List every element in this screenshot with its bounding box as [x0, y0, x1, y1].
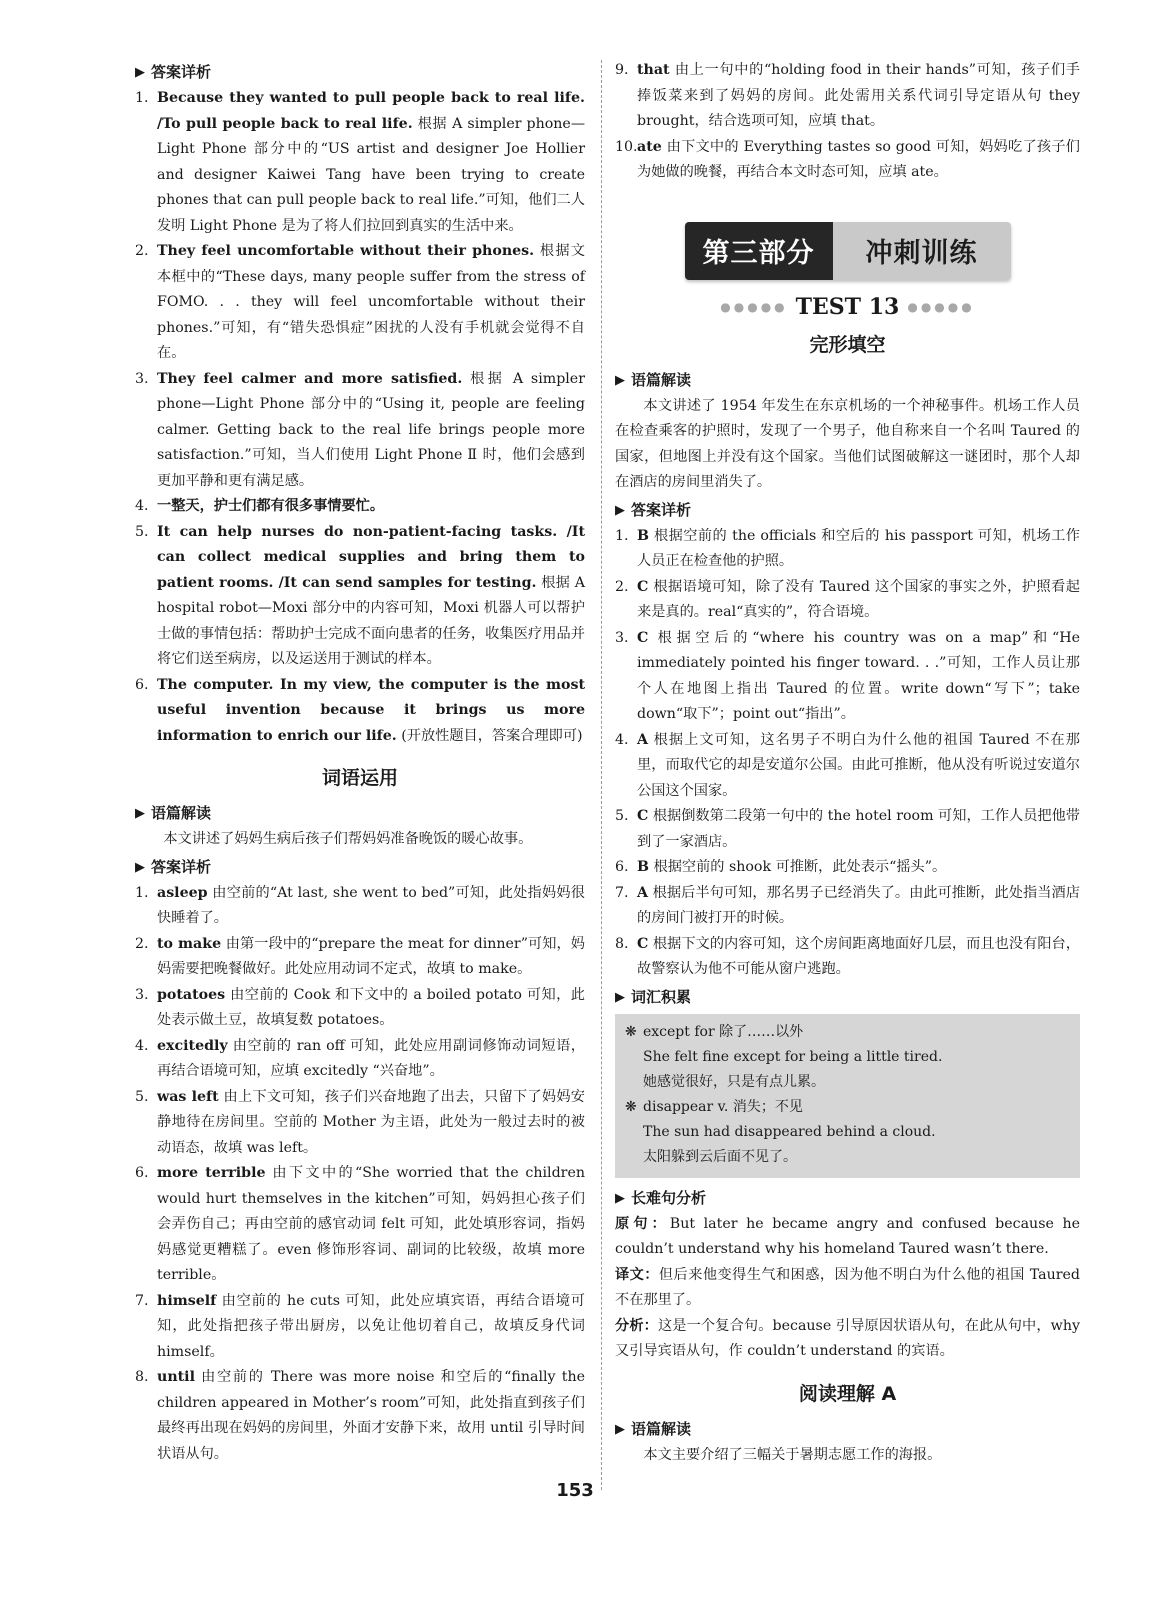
answer-item	[615, 58, 1080, 135]
answer-explanation: 由空前的“At last, she went to bed”可知，此处指妈妈很快睡着了。	[157, 884, 585, 926]
answer-key: was left	[157, 1088, 219, 1105]
item-number: 1.	[135, 884, 149, 901]
passage-summary: 本文主要介绍了三幅关于暑期志愿工作的海报。	[643, 1446, 942, 1463]
sentence-translation: 译文：但后来他变得生气和困惑，因为他不明白为什么他的祖国 Taured 不在那里了。	[615, 1266, 1080, 1308]
answer-key: that	[637, 62, 670, 78]
answer-key: C	[637, 578, 649, 595]
banner-title: 冲刺训练	[833, 222, 1011, 280]
answer-key: 一整天，护士们都有很多事情要忙。	[157, 498, 385, 514]
decorative-dots-icon: ●●●●●	[720, 299, 788, 314]
item-number: 5.	[615, 808, 629, 824]
answer-item	[135, 86, 585, 239]
left-column	[135, 58, 585, 1467]
item-body	[157, 367, 585, 495]
answer-item	[135, 1034, 585, 1085]
answer-list-cloze	[615, 524, 1080, 983]
answer-key: C	[637, 629, 649, 646]
item-number: 2.	[615, 578, 629, 595]
answer-explanation: 由空前的 he cuts 可知，此处应填宾语，再结合语境可知，此处指把孩子带出厨房，以免让他切着自己，故填反身代词 himself。	[157, 1292, 585, 1360]
answer-explanation: 由上下文可知，孩子们兴奋地跑了出去，只留下了妈妈安静地待在房间里。空前的 Mother 为主语，此处为一般过去时的被动语态，故填 was left。	[157, 1088, 585, 1156]
item-number: 7.	[615, 884, 629, 901]
arrow-marker-icon: ▶	[135, 65, 145, 80]
arrow-marker-icon: ▶	[135, 806, 145, 821]
item-body	[637, 58, 1080, 135]
answer-item	[135, 1161, 585, 1289]
answer-list-reading	[135, 86, 585, 749]
decorative-dots-icon: ●●●●●	[907, 299, 975, 314]
answer-key: potatoes	[157, 986, 226, 1003]
item-number: 8.	[615, 935, 629, 952]
answer-key: C	[637, 808, 649, 824]
passage-analysis-header: ▶ 语篇解读	[615, 1417, 1080, 1442]
item-body	[157, 673, 585, 750]
asterisk-icon: ❋	[625, 1098, 637, 1115]
item-body	[157, 239, 585, 367]
answer-explanation: 由上一句中的“holding food in their hands”可知，孩子们手捧饭菜来到了妈妈的房间。此处需用关系代词引导定语从句 they brought，结合选项可知，应填 that。	[637, 62, 1080, 129]
answer-key: C	[637, 935, 649, 952]
item-number: 3.	[135, 370, 149, 387]
arrow-marker-icon: ▶	[135, 859, 145, 875]
item-body	[637, 135, 1080, 186]
item-body	[637, 881, 1080, 932]
answer-explanation: 由下文中的 Everything tastes so good 可知，妈妈吃了孩子们为她做的晚餐，再结合本文时态可知，应填 ate。	[637, 138, 1080, 180]
vocabulary-box	[615, 1014, 1080, 1178]
section-title-word-usage: 词语运用	[321, 767, 398, 789]
answer-item	[135, 367, 585, 495]
answer-explanation: 根据文本框中的“These days, many people suffer from the stress of FOMO. . . they will feel uncomfortable without their phones.”可知，有“错失恐惧症”困扰的人没有手机就会觉得不自在。	[157, 243, 585, 361]
item-body	[157, 1365, 585, 1467]
answer-key: ate	[637, 138, 662, 155]
answer-item	[135, 1365, 585, 1467]
answer-key: more terrible	[157, 1165, 266, 1181]
answer-explanation: 根据 A simpler phone—Light Phone 部分中的“Using it, people are feeling calmer. Getting back to the real life brings people more satisfaction.”可知，当人们使用 Light Phone Ⅱ 时，他们会感到更加平静和更有满足感。	[157, 370, 585, 489]
item-number: 9.	[615, 62, 629, 78]
answer-item	[615, 575, 1080, 626]
arrow-marker-icon: ▶	[615, 372, 625, 388]
arrow-marker-icon: ▶	[615, 502, 625, 518]
answer-key: asleep	[157, 884, 208, 901]
arrow-marker-icon: ▶	[615, 1421, 625, 1437]
answer-details-header: ▶ 答案详析	[615, 498, 1080, 523]
answer-explanation: 由空前的 Cook 和下文中的 a boiled potato 可知，此处表示做土豆，故填复数 potatoes。	[157, 986, 585, 1028]
answer-explanation: 由第一段中的“prepare the meat for dinner”可知，妈妈需要把晚餐做好。此处应用动词不定式，故填 to make。	[157, 935, 585, 977]
item-number: 1.	[135, 90, 149, 106]
original-sentence: 原句：But later he became angry and confused because he couldn’t understand why his homeland Taured wasn’t there.	[615, 1215, 1080, 1257]
answer-item	[135, 494, 585, 520]
answer-key: Because they wanted to pull people back to real life. /To pull people back to real life.	[157, 90, 585, 132]
answer-explanation: 根据上文可知，这名男子不明白为什么他的祖国 Taured 不在那里，而取代它的却是安道尔公国。由此可推断，他从没有听说过安道尔公国这个国家。	[637, 731, 1080, 799]
answer-key: It can help nurses do non-patient-facing tasks. /It can collect medical supplies and bring them to patient rooms. /It can send samples for testing.	[157, 523, 585, 591]
answer-explanation: 根据空前的 the officials 和空后的 his passport 可知，机场工作人员正在检查他的护照。	[637, 527, 1080, 569]
item-body	[157, 1085, 585, 1162]
item-body	[157, 86, 585, 239]
item-body	[637, 728, 1080, 805]
item-number: 7.	[135, 1292, 149, 1309]
item-number: 5.	[135, 523, 149, 540]
item-body	[157, 881, 585, 932]
answer-item	[135, 1289, 585, 1366]
item-body	[637, 575, 1080, 626]
item-number: 6.	[615, 859, 629, 875]
answer-item	[135, 881, 585, 932]
answer-item	[615, 135, 1080, 186]
long-sentence-header: ▶ 长难句分析	[615, 1186, 1080, 1211]
item-number: 6.	[135, 1165, 149, 1181]
item-body	[637, 626, 1080, 728]
vocab-translation: 太阳躲到云后面不见了。	[643, 1148, 797, 1165]
test-heading: ●●●●● TEST 13 ●●●●●	[720, 293, 975, 320]
arrow-marker-icon: ▶	[615, 1190, 625, 1206]
answer-explanation: 根据下文的内容可知，这个房间距离地面好几层，而且也没有阳台，故警察认为他不可能从窗户逃跑。	[637, 935, 1080, 977]
answer-item	[135, 520, 585, 673]
banner-part-label: 第三部分	[685, 222, 833, 280]
arrow-marker-icon: ▶	[615, 989, 625, 1005]
page-number: 153	[556, 1480, 594, 1501]
answer-explanation: 根据 A hospital robot—Moxi 部分中的内容可知，Moxi 机器人可以帮护士做的事情包括：帮助护士完成不面向患者的任务，收集医疗用品并将它们送至病房，以及运送用于测试的样本。	[157, 574, 585, 667]
item-body	[637, 804, 1080, 855]
item-number: 1.	[615, 527, 629, 544]
item-number: 4.	[135, 498, 149, 514]
vocab-example: The sun had disappeared behind a cloud.	[643, 1123, 936, 1140]
answer-key: They feel uncomfortable without their phones.	[157, 243, 535, 259]
passage-analysis-header: ▶ 语篇解读	[615, 368, 1080, 393]
answer-key: A	[637, 884, 649, 901]
answer-item	[615, 524, 1080, 575]
item-body	[157, 1034, 585, 1085]
passage-summary: 本文讲述了妈妈生病后孩子们帮妈妈准备晚饭的暖心故事。	[163, 831, 533, 847]
answer-explanation: 根据空前的 shook 可推断，此处表示“摇头”。	[653, 859, 947, 875]
answer-item	[615, 881, 1080, 932]
answer-item	[135, 932, 585, 983]
item-body	[157, 494, 585, 520]
answer-explanation: 由空前的 ran off 可知，此处应用副词修饰动词短语，再结合语境可知，应填 excitedly “兴奋地”。	[157, 1037, 585, 1079]
item-number: 2.	[135, 243, 149, 259]
item-number: 4.	[615, 731, 629, 748]
item-body	[157, 1289, 585, 1366]
item-body	[637, 524, 1080, 575]
answer-item	[615, 855, 1080, 881]
answer-explanation: (开放性题目，答案合理即可)	[401, 727, 583, 744]
item-body	[637, 855, 1080, 881]
answer-explanation: 由下文中的“She worried that the children would hurt themselves in the kitchen”可知，妈妈担心孩子们会弄伤自己；再由空前的感官动词 felt 可知，此处填形容词，指妈妈感觉更糟糕了。even 修饰形容词、副词的比较级，故填 more terrible。	[157, 1165, 585, 1283]
answer-item	[135, 239, 585, 367]
item-number: 2.	[135, 935, 149, 952]
answer-key: to make	[157, 935, 222, 952]
answer-item	[615, 932, 1080, 983]
item-number: 10.	[615, 138, 638, 155]
answer-key: B	[637, 527, 649, 544]
item-number: 4.	[135, 1037, 149, 1054]
item-number: 5.	[135, 1088, 149, 1105]
answer-item	[135, 1085, 585, 1162]
section-title-cloze: 完形填空	[809, 333, 886, 356]
column-divider	[601, 60, 602, 1490]
answer-explanation: 根据后半句可知，那名男子已经消失了。由此可推断，此处指当酒店的房间门被打开的时候。	[637, 884, 1080, 926]
answer-key: B	[637, 859, 649, 875]
asterisk-icon: ❋	[625, 1023, 637, 1040]
item-number: 8.	[135, 1369, 149, 1385]
answer-key: The computer. In my view, the computer is the most useful invention because it brings us more information to enrich our life.	[157, 676, 585, 744]
answer-item	[615, 804, 1080, 855]
answer-item	[135, 673, 585, 750]
right-column	[615, 58, 1080, 1468]
vocab-entry: ❋ except for 除了……以外	[625, 1020, 1070, 1045]
answer-details-header: ▶ 答案详析	[135, 855, 585, 880]
vocabulary-header: ▶ 词汇积累	[615, 985, 1080, 1010]
vocab-example: She felt fine except for being a little tired.	[643, 1048, 943, 1065]
answer-key: They feel calmer and more satisfied.	[157, 370, 463, 387]
section-title-reading-a: 阅读理解 A	[798, 1382, 897, 1405]
answer-key: excitedly	[157, 1037, 228, 1054]
answer-explanation: 根据 A simpler phone—Light Phone 部分中的“US artist and designer Joe Hollier and designer Kaiwei Tang have been trying to create phones that can pull people back to real life.”可知，他们二人发明 Light Phone 是为了将人们拉回到真实的生活中来。	[157, 115, 586, 234]
answer-item	[615, 626, 1080, 728]
passage-analysis-header: ▶ 语篇解读	[135, 801, 585, 826]
answer-item	[615, 728, 1080, 805]
answer-list-word-usage	[135, 881, 585, 1468]
answer-explanation: 由空前的 There was more noise 和空后的“finally the children appeared in Mother’s room”可知，此处指直到孩子们最终再出现在妈妈的房间里，外面才安静下来，故用 until 引导时间状语从句。	[157, 1369, 586, 1462]
answer-key: himself	[157, 1292, 217, 1309]
answer-explanation: 根据空后的“where his country was on a map”和“He immediately pointed his finger toward. . .”可知，工作人员让那个人在地图上指出 Taured 的位置。write down“写下”；take down“取下”；point out“指出”。	[637, 629, 1080, 722]
answer-list-continued	[615, 58, 1080, 186]
part-banner	[685, 222, 1011, 280]
item-body	[637, 932, 1080, 983]
answer-details-header: ▶ 答案详析	[135, 60, 585, 85]
sentence-analysis: 分析：这是一个复合句。because 引导原因状语从句，在此从句中，why 又引导宾语从句，作 couldn’t understand 的宾语。	[615, 1317, 1080, 1359]
item-number: 6.	[135, 676, 149, 693]
item-body	[157, 1161, 585, 1289]
item-body	[157, 983, 585, 1034]
answer-explanation: 根据倒数第二段第一句中的 the hotel room 可知，工作人员把他带到了一家酒店。	[637, 808, 1080, 850]
vocab-entry: ❋ disappear v. 消失；不见	[625, 1095, 1070, 1120]
answer-key: A	[637, 731, 649, 748]
item-body	[157, 932, 585, 983]
item-number: 3.	[615, 629, 629, 646]
passage-summary: 本文讲述了 1954 年发生在东京机场的一个神秘事件。机场工作人员在检查乘客的护照时，发现了一个男子，他自称来自一个名叫 Taured 的国家，但地图上并没有这个国家。当他们试图破解这一谜团时，那个人却在酒店的房间里消失了。	[615, 397, 1080, 490]
answer-item	[135, 983, 585, 1034]
item-body	[157, 520, 585, 673]
item-number: 3.	[135, 986, 149, 1003]
answer-key: until	[157, 1369, 195, 1385]
vocab-translation: 她感觉很好，只是有点儿累。	[643, 1073, 825, 1090]
answer-explanation: 根据语境可知，除了没有 Taured 这个国家的事实之外，护照看起来是真的。real“真实的”，符合语境。	[637, 578, 1080, 620]
